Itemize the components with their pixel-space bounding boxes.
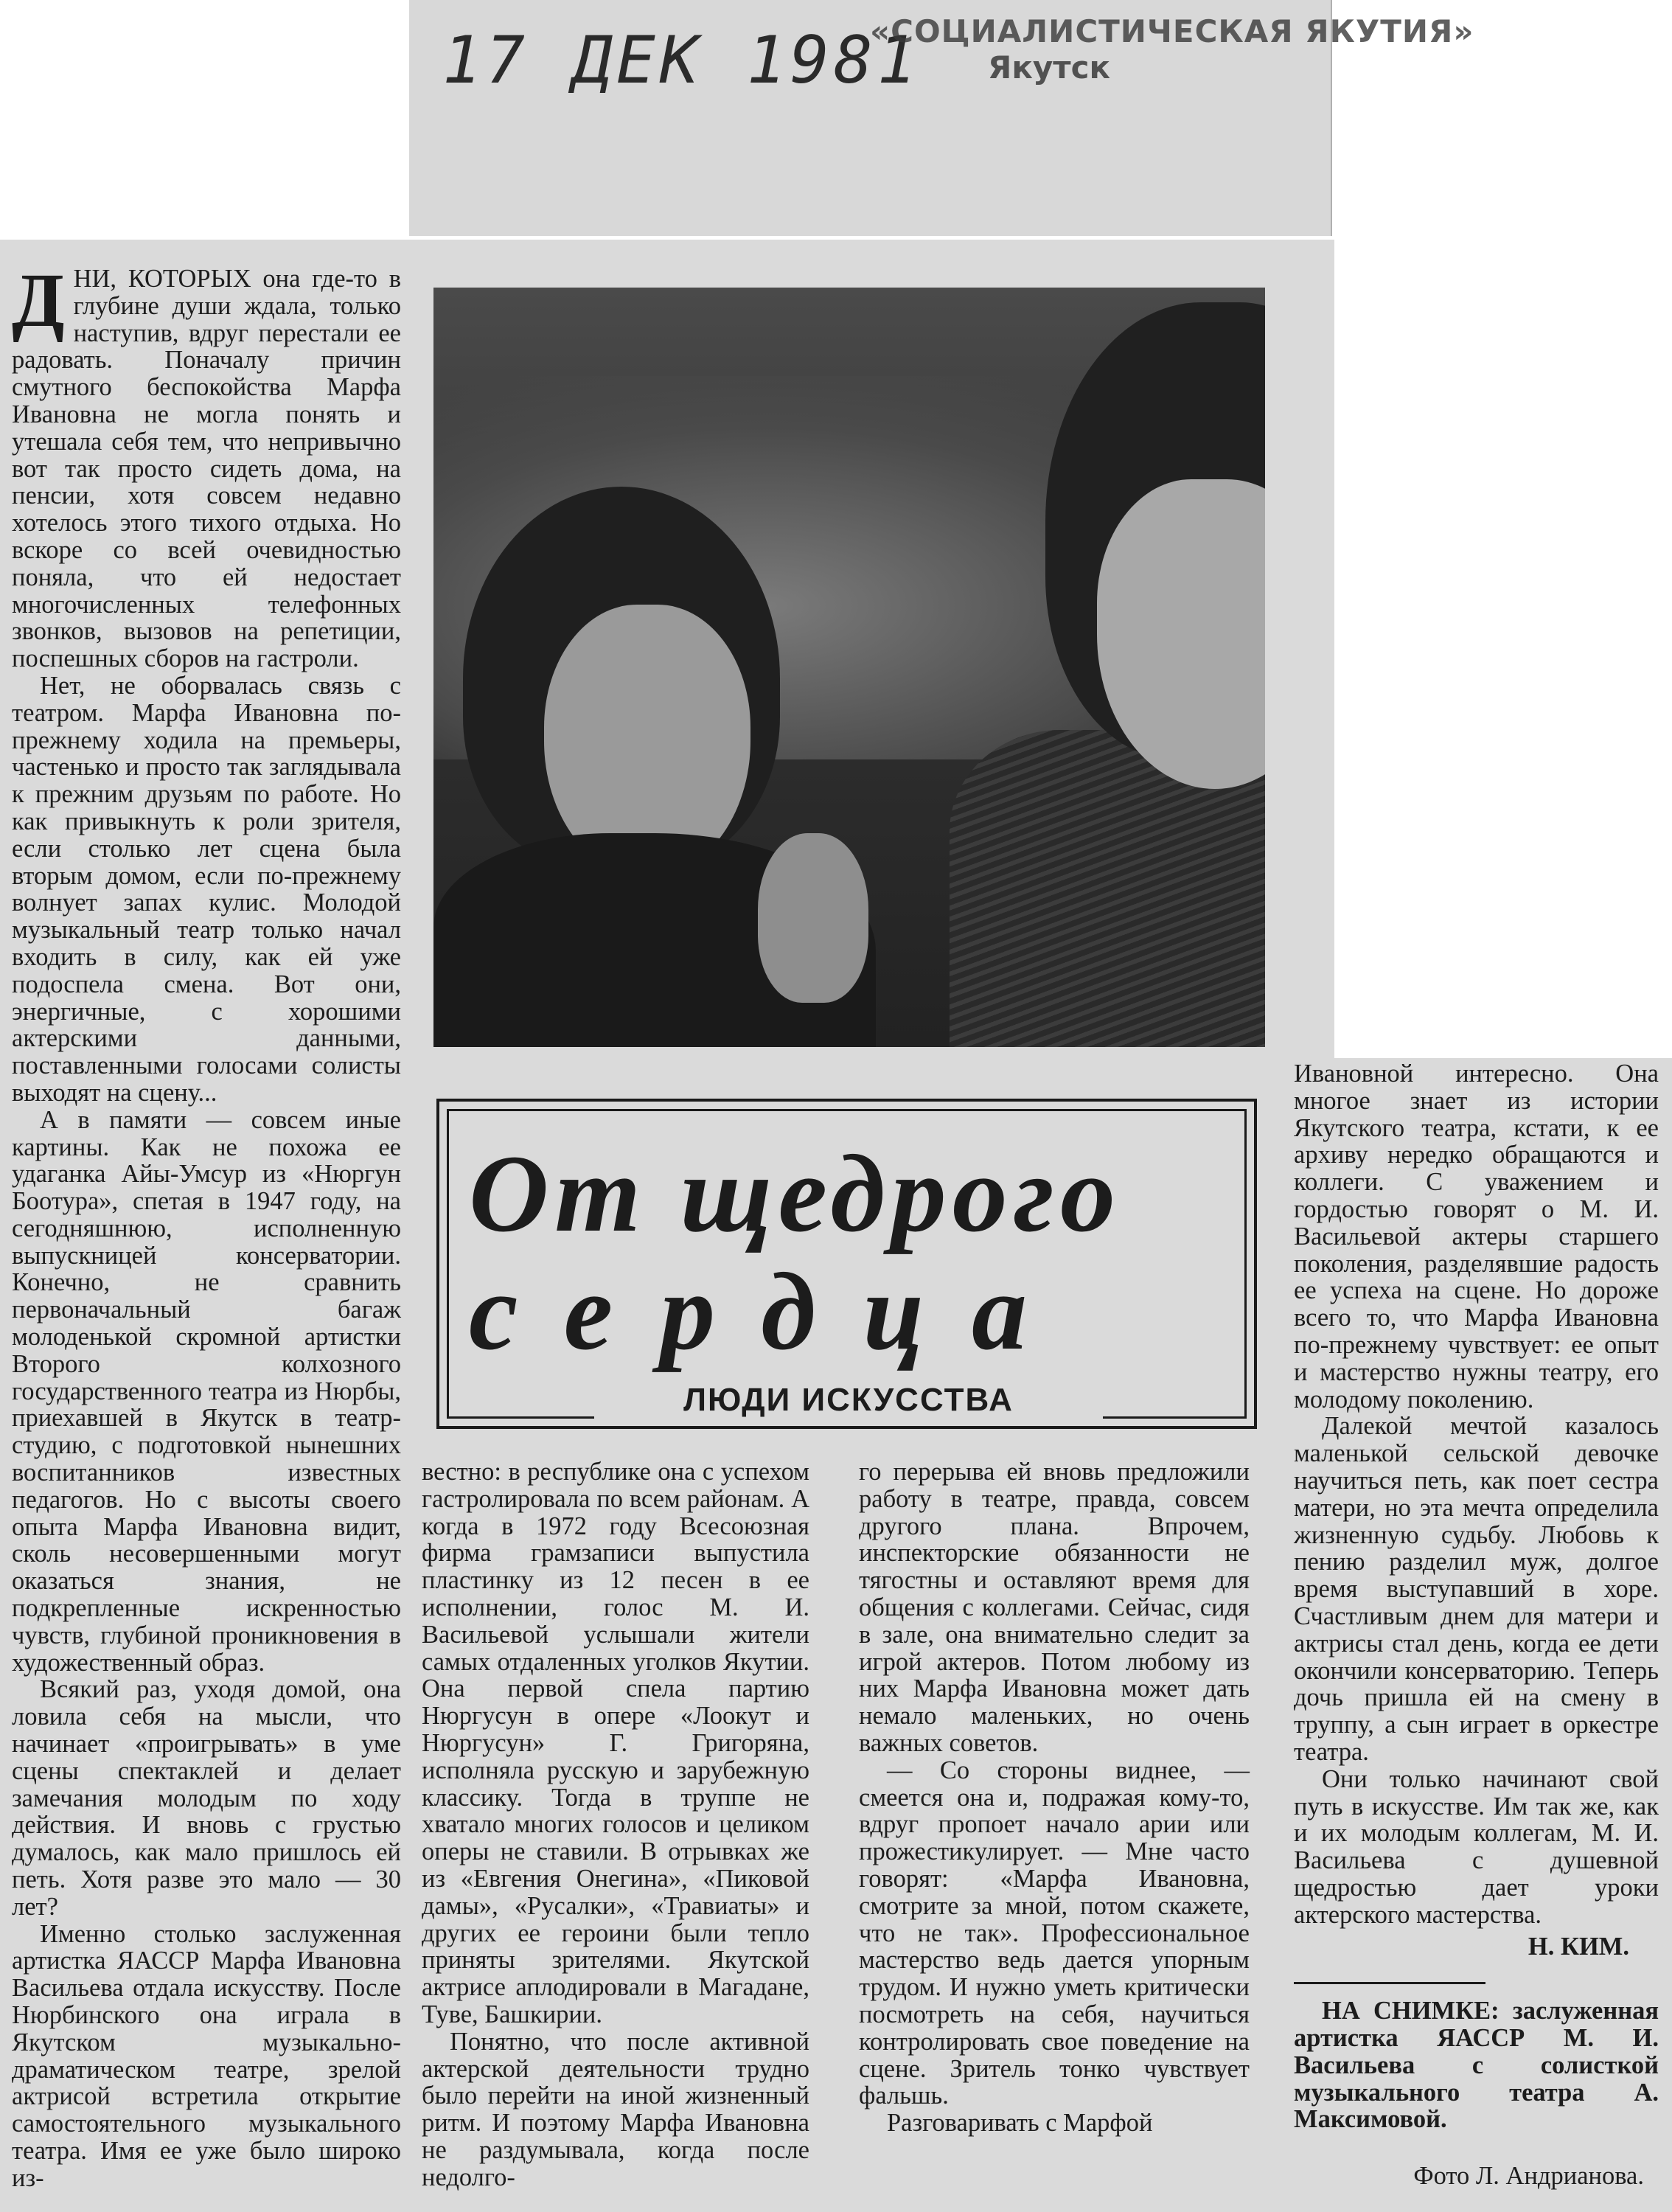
paragraph: Разговаривать с Марфой xyxy=(887,2109,1153,2138)
paragraph-text: НИ, КОТОРЫХ она где-то в глубине души ждала, только наступив, вдруг перестали ее радовать. Поначалу причин смутного беспокойства Марфа Ивановна не могла понять и утешала себя тем, что непривычно вот так просто сидеть дома, на пенсии, хотя совсем недавно хотелось этого тихого отдыха. Но вскоре со всей очевидностью поняла, что ей недостает многочисленных телефонных звонков, вызовов на репетиции, поспешных сборов на гастроли. xyxy=(12,265,401,673)
paragraph: Далекой мечтой казалось маленькой сельской девочке научиться петь, как поет сестра матери, но эта мечта определила жизненную судьбу. Любовь к пению разделил муж, долгое время выступавший в хоре. Счастливым днем для матери и актрисы стал день, когда ее дети окончили консерваторию. Теперь дочь пришла ей на смену в труппу, а сын играет в оркестре театра. xyxy=(1294,1412,1659,1766)
stamp-newspaper-name: «СОЦИАЛИСТИЧЕСКАЯ ЯКУТИЯ» xyxy=(870,13,1474,49)
newspaper-stamp xyxy=(870,13,1474,94)
paragraph: Именно столько заслуженная артистка ЯАССР Марфа Ивановна Васильева отдала искусству. После Нюрбинского она играла в Якутском музыкально-драматическом театре, зрелой актрисой встретила открытие самостоятельного музыкального театра. Имя ее уже было широко из- xyxy=(12,1919,401,2192)
headline-line-2: сердца xyxy=(469,1251,1075,1373)
photo-caption: НА СНИМКЕ: заслуженная артистка ЯАССР М. И. Васильева с солисткой музыкального театра А. Максимовой. xyxy=(1294,1997,1659,2134)
photo-figure-hand xyxy=(758,833,868,1003)
drop-cap: Д xyxy=(12,258,65,343)
paragraph: Они только начинают свой путь в искусстве. Им так же, как и их молодым коллегам, М. И. Васильева с душевной щедростью дает уроки актерского мастерства. xyxy=(1294,1764,1659,1929)
headline-line-1: От щедрого xyxy=(469,1133,1122,1255)
paragraph: го перерыва ей вновь предложили работу в театре, правда, совсем другого плана. Впрочем, инспекторские обязанности не тягостны и оставляют время для общения с коллегами. Сейчас, сидя в зале, она внимательно следит за игрой актеров. Потом любому из них Марфа Ивановна может дать немало маленьких, но очень важных советов. xyxy=(859,1458,1250,1757)
article-author: Н. КИМ. xyxy=(1528,1932,1629,1961)
handwritten-date: 17 ДЕК 1981 xyxy=(442,22,921,98)
paragraph: — Со стороны виднее, — смеется она и, подражая кому-то, вдруг пропоет начало арии или прожестикулирует. — Мне часто говорят: «Марфа Ивановна, смотрите за мной, потом скажете, что не так». Профессиональное мастерство ведь дается упорным трудом. И нужно уметь критически посмотреть на себя, научиться контролировать свое поведение на сцене. Зритель тонко чувствует фальшь. xyxy=(859,1756,1250,2110)
paragraph: А в памяти — совсем иные картины. Как не похожа ее удаганка Айы-Умсур из «Нюргун Боотура», спетая в 1947 году, на сегодняшнюю, исполненную выпускницей консерватории. Конечно, не сравнить первоначальный багаж молоденькой скромной артистки Второго колхозного государственного театра из Нюрбы, приехавшей в Якутск в театр-студию, с подготовкой нынешних воспитанников известных педагогов. Но с высоты своего опыта Марфа Ивановна видит, сколь несовершенными могут оказаться знания, не подкрепленные искренностью чувств, глубиной проникновения в художественный образ. xyxy=(12,1105,401,1677)
lead-paragraph xyxy=(12,258,401,673)
paragraph: Всякий раз, уходя домой, она ловила себя на мысли, что начинает «проигрывать» в уме сцены спектаклей и делает замечания молодым по ходу действия. И вновь с грустью думалось, как мало пришлось ей петь. Хотя разве это мало — 30 лет? xyxy=(12,1675,401,1921)
paragraph: вестно: в республике она с успехом гастролировала по всем районам. А когда в 1972 году Всесоюзная фирма грамзаписи выпустила пластинку из 12 песен в ее исполнении, голос М. И. Васильевой услышали жители самых отдаленных уголков Якутии. Она первой спела партию Нюргусун в опере «Лоокут и Нюргусун» Г. Григоряна, исполняла русскую и зарубежную классику. Тогда в труппе не хватало многих голосов и целиком оперы не ставили. В отрывках же из «Евгения Онегина», «Пиковой дамы», «Русалки», «Травиаты» и других ее героини были тепло приняты зрителями. Якутской актрисе аплодировали в Магадане, Туве, Башкирии. xyxy=(422,1458,809,2028)
stamp-city: Якутск xyxy=(988,49,1110,86)
text-column-4 xyxy=(1294,1060,1659,2196)
headline-box xyxy=(436,1099,1257,1429)
caption-divider xyxy=(1294,1982,1485,1984)
paragraph: Нет, не оборвалась связь с театром. Марфа Ивановна по-прежнему ходила на премьеры, частенько и просто так заглядывала к прежним друзьям по работе. Но как привыкнуть к роли зрителя, если столько лет сцена была вторым домом, если по-прежнему волнует запах кулис. Молодой музыкальный театр только начал входить в силу, как ей уже подоспела смена. Вот они, энергичные, с хорошими актерскими данными, поставленными голосами солисты выходят на сцену... xyxy=(12,671,401,1107)
text-column-2 xyxy=(422,1458,809,2203)
paragraph: Понятно, что после активной актерской деятельности трудно было перейти на иной жизненный ритм. И поэтому Марфа Ивановна не раздумывала, когда после недолго- xyxy=(422,2027,809,2191)
text-column-3 xyxy=(859,1458,1250,2203)
paragraph: Ивановной интересно. Она многое знает из истории Якутского театра, кстати, к ее архиву нередко обращаются и коллеги. С уважением и гордостью говорят о М. И. Васильевой актеры старшего поколения, разделявшие радость ее успеха на сцене. Но дороже всего то, что Марфа Ивановна по-прежнему чувствует: ее опыт и мастерство нужны театру, его молодому поколению. xyxy=(1294,1060,1659,1413)
article-photo xyxy=(433,288,1265,1047)
text-column-1 xyxy=(12,258,401,2197)
photo-credit: Фото Л. Андрианова. xyxy=(1413,2162,1644,2191)
section-rubric: ЛЮДИ ИСКУССТВА xyxy=(594,1382,1103,1419)
